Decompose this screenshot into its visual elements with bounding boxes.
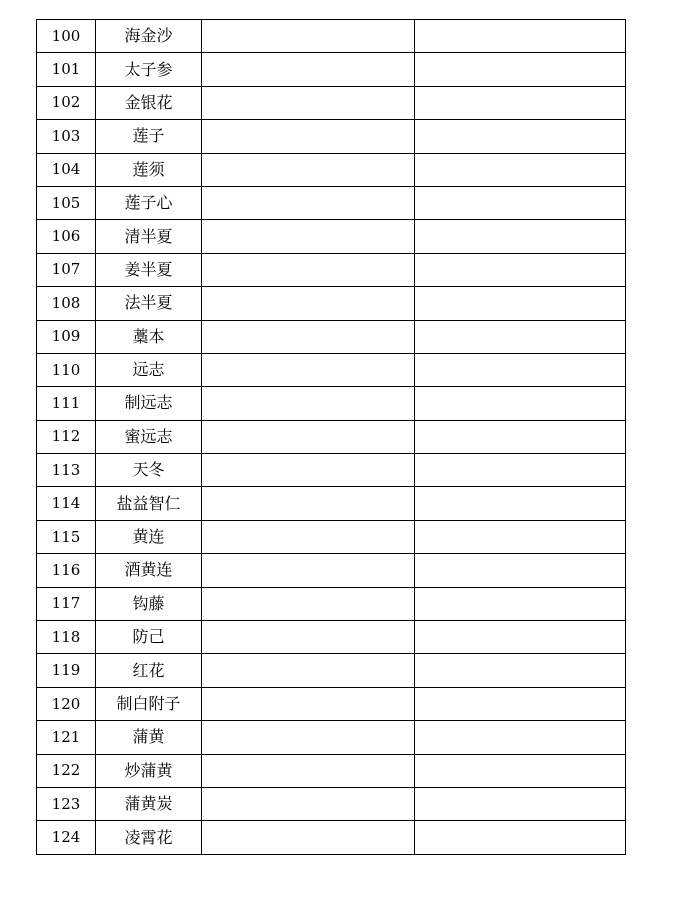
herb-name-cell: 盐益智仁	[96, 487, 202, 520]
blank-cell-4	[415, 53, 626, 86]
blank-cell-3	[202, 520, 415, 553]
herb-table-body	[37, 20, 626, 855]
blank-cell-4	[415, 20, 626, 53]
blank-cell-4	[415, 387, 626, 420]
table-row	[37, 754, 626, 787]
herb-name-cell: 防己	[96, 621, 202, 654]
blank-cell-3	[202, 120, 415, 153]
table-row	[37, 554, 626, 587]
blank-cell-3	[202, 754, 415, 787]
row-number-cell: 106	[37, 220, 96, 253]
blank-cell-4	[415, 253, 626, 286]
row-number-cell: 104	[37, 153, 96, 186]
row-number-cell: 109	[37, 320, 96, 353]
table-row	[37, 353, 626, 386]
herb-name-cell: 天冬	[96, 454, 202, 487]
blank-cell-3	[202, 220, 415, 253]
row-number-cell: 111	[37, 387, 96, 420]
table-row	[37, 220, 626, 253]
blank-cell-3	[202, 420, 415, 453]
blank-cell-3	[202, 721, 415, 754]
row-number-cell: 112	[37, 420, 96, 453]
blank-cell-3	[202, 621, 415, 654]
table-row	[37, 520, 626, 553]
blank-cell-3	[202, 654, 415, 687]
row-number-cell: 119	[37, 654, 96, 687]
blank-cell-4	[415, 353, 626, 386]
blank-cell-4	[415, 86, 626, 119]
row-number-cell: 108	[37, 287, 96, 320]
table-row	[37, 20, 626, 53]
blank-cell-3	[202, 153, 415, 186]
blank-cell-3	[202, 186, 415, 219]
herb-name-cell: 莲子	[96, 120, 202, 153]
herb-name-cell: 太子参	[96, 53, 202, 86]
herb-name-cell: 酒黄连	[96, 554, 202, 587]
row-number-cell: 103	[37, 120, 96, 153]
table-row	[37, 253, 626, 286]
row-number-cell: 123	[37, 787, 96, 820]
row-number-cell: 101	[37, 53, 96, 86]
herb-name-cell: 红花	[96, 654, 202, 687]
herb-name-cell: 蜜远志	[96, 420, 202, 453]
row-number-cell: 100	[37, 20, 96, 53]
blank-cell-4	[415, 120, 626, 153]
row-number-cell: 113	[37, 454, 96, 487]
table-row	[37, 487, 626, 520]
herb-name-cell: 制白附子	[96, 687, 202, 720]
table-row	[37, 821, 626, 854]
blank-cell-3	[202, 387, 415, 420]
table-row	[37, 587, 626, 620]
blank-cell-4	[415, 621, 626, 654]
blank-cell-4	[415, 220, 626, 253]
blank-cell-3	[202, 253, 415, 286]
row-number-cell: 102	[37, 86, 96, 119]
blank-cell-3	[202, 821, 415, 854]
blank-cell-4	[415, 186, 626, 219]
blank-cell-3	[202, 454, 415, 487]
blank-cell-4	[415, 287, 626, 320]
row-number-cell: 117	[37, 587, 96, 620]
table-row	[37, 687, 626, 720]
table-row	[37, 654, 626, 687]
row-number-cell: 116	[37, 554, 96, 587]
blank-cell-4	[415, 821, 626, 854]
blank-cell-4	[415, 454, 626, 487]
blank-cell-4	[415, 487, 626, 520]
table-row	[37, 420, 626, 453]
table-row	[37, 86, 626, 119]
herb-name-cell: 藁本	[96, 320, 202, 353]
table-row	[37, 721, 626, 754]
blank-cell-3	[202, 554, 415, 587]
herb-name-cell: 海金沙	[96, 20, 202, 53]
blank-cell-4	[415, 520, 626, 553]
herb-name-cell: 凌霄花	[96, 821, 202, 854]
herb-name-cell: 钩藤	[96, 587, 202, 620]
herb-name-cell: 清半夏	[96, 220, 202, 253]
blank-cell-3	[202, 687, 415, 720]
blank-cell-3	[202, 353, 415, 386]
blank-cell-3	[202, 787, 415, 820]
herb-name-cell: 莲须	[96, 153, 202, 186]
blank-cell-3	[202, 287, 415, 320]
herb-name-cell: 莲子心	[96, 186, 202, 219]
blank-cell-4	[415, 587, 626, 620]
blank-cell-4	[415, 420, 626, 453]
blank-cell-4	[415, 787, 626, 820]
table-row	[37, 787, 626, 820]
blank-cell-4	[415, 554, 626, 587]
table-row	[37, 120, 626, 153]
row-number-cell: 121	[37, 721, 96, 754]
table-row	[37, 621, 626, 654]
herb-name-cell: 蒲黄	[96, 721, 202, 754]
row-number-cell: 124	[37, 821, 96, 854]
row-number-cell: 105	[37, 186, 96, 219]
row-number-cell: 120	[37, 687, 96, 720]
table-row	[37, 53, 626, 86]
row-number-cell: 114	[37, 487, 96, 520]
table-row	[37, 153, 626, 186]
row-number-cell: 122	[37, 754, 96, 787]
blank-cell-3	[202, 86, 415, 119]
table-row	[37, 320, 626, 353]
blank-cell-3	[202, 20, 415, 53]
blank-cell-4	[415, 687, 626, 720]
table-row	[37, 387, 626, 420]
table-row	[37, 454, 626, 487]
blank-cell-3	[202, 53, 415, 86]
row-number-cell: 115	[37, 520, 96, 553]
herb-name-cell: 蒲黄炭	[96, 787, 202, 820]
blank-cell-3	[202, 320, 415, 353]
herb-name-cell: 法半夏	[96, 287, 202, 320]
herb-name-cell: 炒蒲黄	[96, 754, 202, 787]
row-number-cell: 110	[37, 353, 96, 386]
herb-name-cell: 远志	[96, 353, 202, 386]
herb-name-cell: 制远志	[96, 387, 202, 420]
blank-cell-4	[415, 320, 626, 353]
table-row	[37, 287, 626, 320]
blank-cell-4	[415, 721, 626, 754]
herb-name-cell: 姜半夏	[96, 253, 202, 286]
blank-cell-4	[415, 754, 626, 787]
row-number-cell: 107	[37, 253, 96, 286]
herb-name-cell: 金银花	[96, 86, 202, 119]
row-number-cell: 118	[37, 621, 96, 654]
blank-cell-4	[415, 654, 626, 687]
table-row	[37, 186, 626, 219]
blank-cell-3	[202, 487, 415, 520]
blank-cell-3	[202, 587, 415, 620]
blank-cell-4	[415, 153, 626, 186]
herb-name-cell: 黄连	[96, 520, 202, 553]
herb-table	[36, 19, 626, 855]
